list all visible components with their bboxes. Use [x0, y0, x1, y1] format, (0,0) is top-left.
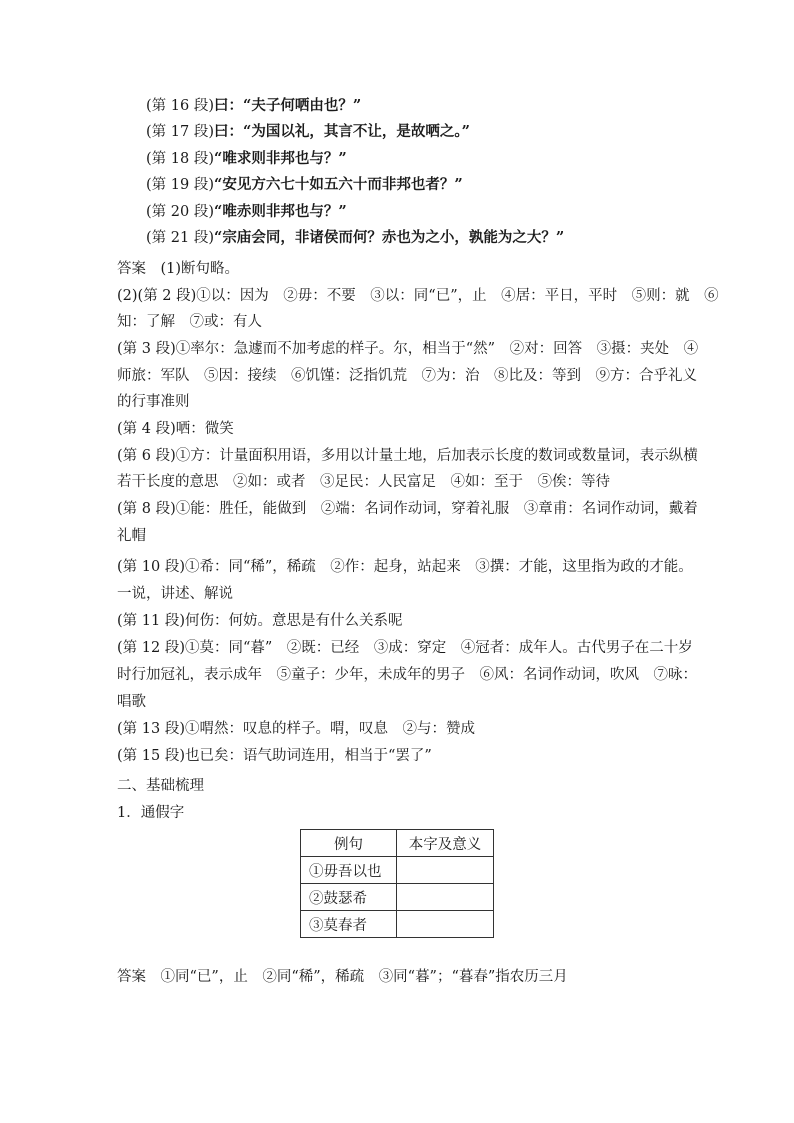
answer-line: (第 4 段)哂：微笑 [117, 421, 234, 437]
answer-line: (第 12 段)①莫：同“暮” ②既：已经 ③成：穿定 ④冠者：成年人。古代男子在二十岁 [117, 640, 693, 656]
passage-21: (第 21 段)“宗庙会同，非诸侯而何？赤也为之小，孰能为之大？” [146, 229, 565, 246]
answer-line: (第 10 段)①希：同“稀”，稀疏 ②作：起身，站起来 ③撰：才能，这里指为政的才能。 [117, 559, 693, 575]
table-row [301, 884, 494, 911]
subsection-title: 1．通假字 [117, 805, 185, 821]
answer-line: (第 13 段)①喟然：叹息的样子。喟，叹息 ②与：赞成 [117, 721, 475, 737]
passage-18: (第 18 段)“唯求则非邦也与？” [146, 150, 347, 167]
answer-line: 若干长度的意思 ②如：或者 ③足民：人民富足 ④如：至于 ⑤俟：等待 [117, 474, 610, 490]
table-cell: ①毋吾以也 [301, 857, 397, 884]
answer-line: 的行事准则 [117, 394, 190, 410]
passage-17: (第 17 段)曰：“为国以礼，其言不让，是故哂之。” [146, 123, 470, 140]
answer-line: 时行加冠礼，表示成年 ⑤童子：少年，未成年的男子 ⑥风：名词作动词，吹风 ⑦咏： [117, 667, 697, 683]
answer-line: (第 8 段)①能：胜任，能做到 ②端：名词作动词，穿着礼服 ③章甫：名词作动词，戴着 [117, 501, 698, 517]
table-row [301, 857, 494, 884]
answer-line: 一说，讲述、解说 [117, 586, 233, 602]
answer-line: 师旅：军队 ⑤因：接续 ⑥饥馑：泛指饥荒 ⑦为：治 ⑧比及：等到 ⑨方：合乎礼义 [117, 368, 697, 384]
answer-line: (第 11 段)何伤：何妨。意思是有什么关系呢 [117, 613, 403, 629]
answer-line: (2)(第 2 段)①以：因为 ②毋：不要 ③以：同“已”，止 ④居：平日，平时 ⑤则：就 ⑥ [117, 288, 719, 304]
table-header: 本字及意义 [397, 830, 494, 857]
answer-line: 礼帽 [117, 528, 146, 544]
passage-16: (第 16 段)曰：“夫子何哂由也？” [146, 97, 362, 114]
answer-line: (第 15 段)也已矣：语气助词连用，相当于“罢了” [117, 748, 432, 764]
answer-line: (第 6 段)①方：计量面积用语，多用以计量土地，后加表示长度的数词或数量词，表示纵横 [117, 448, 698, 464]
answer-line: 知：了解 ⑦或：有人 [117, 314, 262, 330]
section-title: 二、基础梳理 [117, 778, 204, 794]
tongjia-table [300, 829, 494, 938]
answer-line: 唱歌 [117, 694, 146, 710]
answer-line: (第 3 段)①率尔：急遽而不加考虑的样子。尔，相当于“然” ②对：回答 ③摄：夹处 ④ [117, 341, 699, 357]
final-answer: 答案 ①同“已”，止 ②同“稀”，稀疏 ③同“暮”；“暮春”指农历三月 [117, 969, 568, 985]
table-cell [397, 857, 494, 884]
table-row [301, 911, 494, 938]
table-cell [397, 884, 494, 911]
table-cell [397, 911, 494, 938]
passage-19: (第 19 段)“安见方六七十如五六十而非邦也者？” [146, 176, 463, 193]
table-cell: ②鼓瑟希 [301, 884, 397, 911]
table-header-row [301, 830, 494, 857]
table-header: 例句 [301, 830, 397, 857]
passage-20: (第 20 段)“唯赤则非邦也与？” [146, 203, 347, 220]
table-cell: ③莫春者 [301, 911, 397, 938]
answer-line: 答案 (1)断句略。 [117, 261, 240, 277]
